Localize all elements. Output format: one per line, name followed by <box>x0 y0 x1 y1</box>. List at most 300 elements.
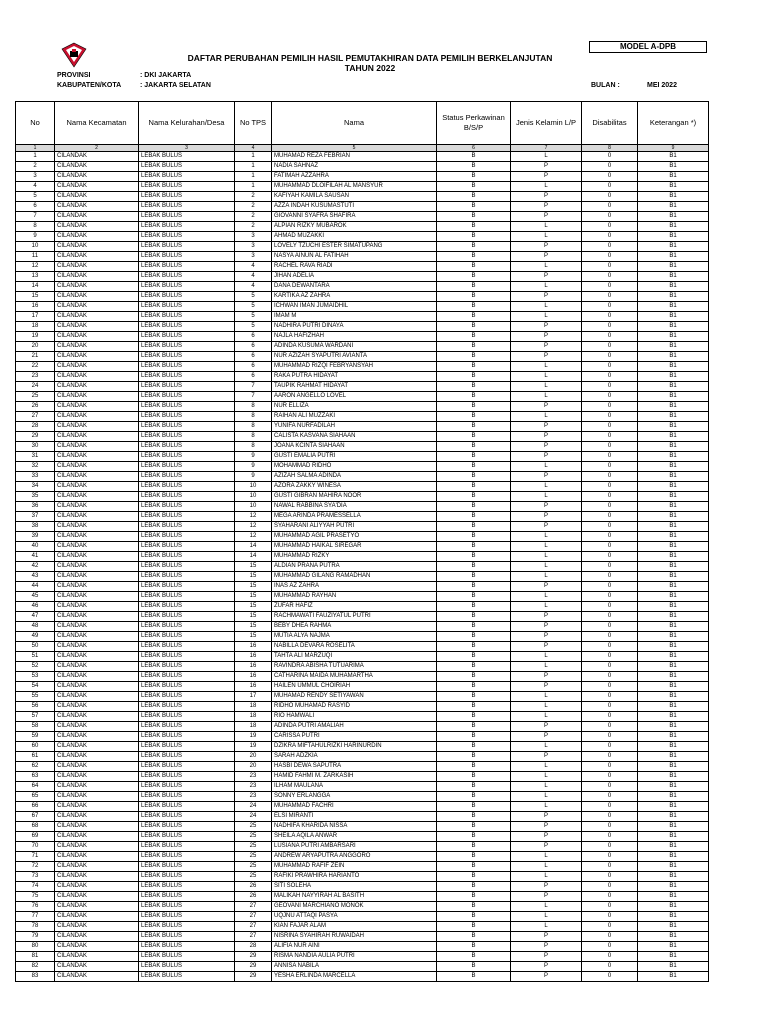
disabilitas-cell: 0 <box>582 262 638 272</box>
disabilitas-cell: 0 <box>582 472 638 482</box>
gender-cell: P <box>511 932 582 942</box>
table-row <box>16 262 709 272</box>
keterangan-cell: B1 <box>638 902 709 912</box>
kecamatan-cell: CILANDAK <box>55 652 139 662</box>
table-row <box>16 742 709 752</box>
tps-cell: 15 <box>235 632 272 642</box>
gender-cell: P <box>511 472 582 482</box>
status-cell: B <box>437 322 511 332</box>
status-cell: B <box>437 442 511 452</box>
row-no: 59 <box>16 732 55 742</box>
disabilitas-cell: 0 <box>582 352 638 362</box>
gender-cell: P <box>511 582 582 592</box>
kecamatan-cell: CILANDAK <box>55 692 139 702</box>
kelurahan-cell: LEBAK BULUS <box>139 582 235 592</box>
table-row <box>16 332 709 342</box>
gender-cell: P <box>511 612 582 622</box>
name-cell: ILHAM MAULANA <box>272 782 437 792</box>
gender-cell: P <box>511 892 582 902</box>
keterangan-cell: B1 <box>638 372 709 382</box>
status-cell: B <box>437 822 511 832</box>
kecamatan-cell: CILANDAK <box>55 572 139 582</box>
name-cell: MUHAMMAD RIZKY <box>272 552 437 562</box>
row-no: 64 <box>16 782 55 792</box>
row-no: 28 <box>16 422 55 432</box>
kelurahan-cell: LEBAK BULUS <box>139 412 235 422</box>
kelurahan-cell: LEBAK BULUS <box>139 152 235 162</box>
tps-cell: 7 <box>235 382 272 392</box>
keterangan-cell: B1 <box>638 462 709 472</box>
col-header-no: No <box>16 102 55 145</box>
keterangan-cell: B1 <box>638 302 709 312</box>
disabilitas-cell: 0 <box>582 932 638 942</box>
kelurahan-cell: LEBAK BULUS <box>139 792 235 802</box>
disabilitas-cell: 0 <box>582 432 638 442</box>
disabilitas-cell: 0 <box>582 362 638 372</box>
table-row <box>16 872 709 882</box>
kelurahan-cell: LEBAK BULUS <box>139 372 235 382</box>
disabilitas-cell: 0 <box>582 152 638 162</box>
table-row <box>16 942 709 952</box>
kelurahan-cell: LEBAK BULUS <box>139 312 235 322</box>
disabilitas-cell: 0 <box>582 622 638 632</box>
kelurahan-cell: LEBAK BULUS <box>139 482 235 492</box>
tps-cell: 15 <box>235 592 272 602</box>
gender-cell: P <box>511 842 582 852</box>
gender-cell: L <box>511 792 582 802</box>
row-no: 29 <box>16 432 55 442</box>
tps-cell: 9 <box>235 452 272 462</box>
kecamatan-cell: CILANDAK <box>55 772 139 782</box>
table-row <box>16 702 709 712</box>
bulan-value: MEI 2022 <box>647 82 677 89</box>
status-cell: B <box>437 642 511 652</box>
keterangan-cell: B1 <box>638 842 709 852</box>
name-cell: ALIFIA NUR AINI <box>272 942 437 952</box>
table-row <box>16 452 709 462</box>
name-cell: GUSTI GIBRAN MAHIRA NOOR <box>272 492 437 502</box>
row-no: 38 <box>16 522 55 532</box>
status-cell: B <box>437 622 511 632</box>
row-no: 16 <box>16 302 55 312</box>
kelurahan-cell: LEBAK BULUS <box>139 552 235 562</box>
disabilitas-cell: 0 <box>582 872 638 882</box>
table-row <box>16 312 709 322</box>
kecamatan-cell: CILANDAK <box>55 292 139 302</box>
name-cell: ANDREW ARYAPUTRA ANGGORO <box>272 852 437 862</box>
tps-cell: 23 <box>235 772 272 782</box>
kecamatan-cell: CILANDAK <box>55 642 139 652</box>
gender-cell: L <box>511 742 582 752</box>
table-row <box>16 362 709 372</box>
kelurahan-cell: LEBAK BULUS <box>139 542 235 552</box>
tps-cell: 15 <box>235 572 272 582</box>
table-row <box>16 342 709 352</box>
row-no: 26 <box>16 402 55 412</box>
name-cell: SITI SOLEHA <box>272 882 437 892</box>
document-title: DAFTAR PERUBAHAN PEMILIH HASIL PEMUTAKHIRAN DATA PEMILIH BERKELANJUTAN <box>187 53 553 63</box>
disabilitas-cell: 0 <box>582 642 638 652</box>
kelurahan-cell: LEBAK BULUS <box>139 942 235 952</box>
table-row <box>16 512 709 522</box>
gender-cell: L <box>511 532 582 542</box>
disabilitas-cell: 0 <box>582 462 638 472</box>
kecamatan-cell: CILANDAK <box>55 402 139 412</box>
table-row <box>16 782 709 792</box>
name-cell: YUNIFA NURFADILAH <box>272 422 437 432</box>
name-cell: DANA DEWANTARA <box>272 282 437 292</box>
status-cell: B <box>437 372 511 382</box>
kecamatan-cell: CILANDAK <box>55 322 139 332</box>
status-cell: B <box>437 492 511 502</box>
disabilitas-cell: 0 <box>582 662 638 672</box>
keterangan-cell: B1 <box>638 652 709 662</box>
status-cell: B <box>437 502 511 512</box>
row-no: 63 <box>16 772 55 782</box>
keterangan-cell: B1 <box>638 732 709 742</box>
gender-cell: P <box>511 322 582 332</box>
keterangan-cell: B1 <box>638 662 709 672</box>
disabilitas-cell: 0 <box>582 732 638 742</box>
status-cell: B <box>437 202 511 212</box>
kelurahan-cell: LEBAK BULUS <box>139 242 235 252</box>
disabilitas-cell: 0 <box>582 562 638 572</box>
status-cell: B <box>437 672 511 682</box>
name-cell: IMAM M <box>272 312 437 322</box>
keterangan-cell: B1 <box>638 412 709 422</box>
tps-cell: 8 <box>235 422 272 432</box>
row-no: 32 <box>16 462 55 472</box>
header-row <box>16 102 709 145</box>
kelurahan-cell: LEBAK BULUS <box>139 862 235 872</box>
table-row <box>16 602 709 612</box>
status-cell: B <box>437 282 511 292</box>
keterangan-cell: B1 <box>638 182 709 192</box>
table-row <box>16 692 709 702</box>
disabilitas-cell: 0 <box>582 392 638 402</box>
kelurahan-cell: LEBAK BULUS <box>139 772 235 782</box>
kecamatan-cell: CILANDAK <box>55 302 139 312</box>
kecamatan-cell: CILANDAK <box>55 742 139 752</box>
name-cell: MUHAMMAD GILANG RAMADHAN <box>272 572 437 582</box>
disabilitas-cell: 0 <box>582 672 638 682</box>
status-cell: B <box>437 782 511 792</box>
gender-cell: L <box>511 562 582 572</box>
keterangan-cell: B1 <box>638 272 709 282</box>
tps-cell: 6 <box>235 362 272 372</box>
table-row <box>16 792 709 802</box>
gender-cell: L <box>511 392 582 402</box>
gender-cell: L <box>511 262 582 272</box>
table-row <box>16 582 709 592</box>
row-no: 56 <box>16 702 55 712</box>
disabilitas-cell: 0 <box>582 242 638 252</box>
row-no: 17 <box>16 312 55 322</box>
row-no: 57 <box>16 712 55 722</box>
row-no: 50 <box>16 642 55 652</box>
status-cell: B <box>437 272 511 282</box>
name-cell: ZUFAR HAFIZ <box>272 602 437 612</box>
gender-cell: L <box>511 282 582 292</box>
tps-cell: 5 <box>235 322 272 332</box>
kelurahan-cell: LEBAK BULUS <box>139 262 235 272</box>
keterangan-cell: B1 <box>638 522 709 532</box>
kelurahan-cell: LEBAK BULUS <box>139 952 235 962</box>
gender-cell: P <box>511 162 582 172</box>
kelurahan-cell: LEBAK BULUS <box>139 182 235 192</box>
row-no: 31 <box>16 452 55 462</box>
tps-cell: 24 <box>235 812 272 822</box>
table-row <box>16 252 709 262</box>
kecamatan-cell: CILANDAK <box>55 662 139 672</box>
status-cell: B <box>437 552 511 562</box>
name-cell: AZORA ZAKKY WINESA <box>272 482 437 492</box>
gender-cell: P <box>511 622 582 632</box>
gender-cell: L <box>511 762 582 772</box>
tps-cell: 15 <box>235 612 272 622</box>
gender-cell: P <box>511 522 582 532</box>
table-row <box>16 152 709 162</box>
gender-cell: P <box>511 292 582 302</box>
kelurahan-cell: LEBAK BULUS <box>139 492 235 502</box>
keterangan-cell: B1 <box>638 752 709 762</box>
row-no: 21 <box>16 352 55 362</box>
bulan-label: BULAN : <box>591 82 620 89</box>
row-no: 44 <box>16 582 55 592</box>
row-no: 11 <box>16 252 55 262</box>
row-no: 4 <box>16 182 55 192</box>
row-no: 18 <box>16 322 55 332</box>
kelurahan-cell: LEBAK BULUS <box>139 572 235 582</box>
tps-cell: 24 <box>235 802 272 812</box>
disabilitas-cell: 0 <box>582 862 638 872</box>
status-cell: B <box>437 962 511 972</box>
name-cell: MUHAMAD REZA FEBRIAN <box>272 152 437 162</box>
keterangan-cell: B1 <box>638 552 709 562</box>
gender-cell: P <box>511 722 582 732</box>
name-cell: ADINDA KUSUMA WARDANI <box>272 342 437 352</box>
kecamatan-cell: CILANDAK <box>55 552 139 562</box>
disabilitas-cell: 0 <box>582 812 638 822</box>
kelurahan-cell: LEBAK BULUS <box>139 422 235 432</box>
status-cell: B <box>437 432 511 442</box>
tps-cell: 8 <box>235 442 272 452</box>
tps-cell: 5 <box>235 312 272 322</box>
status-cell: B <box>437 952 511 962</box>
row-no: 41 <box>16 552 55 562</box>
kecamatan-cell: CILANDAK <box>55 712 139 722</box>
tps-cell: 19 <box>235 742 272 752</box>
disabilitas-cell: 0 <box>582 412 638 422</box>
table-row <box>16 532 709 542</box>
tps-cell: 25 <box>235 832 272 842</box>
table-row <box>16 382 709 392</box>
kelurahan-cell: LEBAK BULUS <box>139 612 235 622</box>
col-header-nama: Nama <box>272 102 437 145</box>
gender-cell: L <box>511 602 582 612</box>
status-cell: B <box>437 562 511 572</box>
table-row <box>16 762 709 772</box>
tps-cell: 10 <box>235 502 272 512</box>
gender-cell: L <box>511 712 582 722</box>
tps-cell: 7 <box>235 392 272 402</box>
row-no: 71 <box>16 852 55 862</box>
kecamatan-cell: CILANDAK <box>55 522 139 532</box>
gender-cell: L <box>511 592 582 602</box>
name-cell: RAVINDRA ABISHA TUTUARIMA <box>272 662 437 672</box>
tps-cell: 15 <box>235 582 272 592</box>
kelurahan-cell: LEBAK BULUS <box>139 682 235 692</box>
row-no: 80 <box>16 942 55 952</box>
disabilitas-cell: 0 <box>582 502 638 512</box>
name-cell: GIOVANNI SYAFRA SHAFIRA <box>272 212 437 222</box>
table-row <box>16 852 709 862</box>
name-cell: NADIA SAHNAZ <box>272 162 437 172</box>
kecamatan-cell: CILANDAK <box>55 752 139 762</box>
disabilitas-cell: 0 <box>582 902 638 912</box>
table-row <box>16 822 709 832</box>
row-no: 46 <box>16 602 55 612</box>
row-no: 62 <box>16 762 55 772</box>
gender-cell: L <box>511 302 582 312</box>
name-cell: NUR ELLIZA <box>272 402 437 412</box>
tps-cell: 12 <box>235 522 272 532</box>
table-row <box>16 302 709 312</box>
table-row <box>16 282 709 292</box>
table-row <box>16 202 709 212</box>
gender-cell: L <box>511 372 582 382</box>
tps-cell: 1 <box>235 162 272 172</box>
disabilitas-cell: 0 <box>582 842 638 852</box>
gender-cell: P <box>511 242 582 252</box>
gender-cell: P <box>511 502 582 512</box>
disabilitas-cell: 0 <box>582 942 638 952</box>
name-cell: RAIHAN ALI MUZZAKI <box>272 412 437 422</box>
gender-cell: P <box>511 452 582 462</box>
kecamatan-cell: CILANDAK <box>55 492 139 502</box>
model-label: MODEL A-DPB <box>589 41 707 53</box>
keterangan-cell: B1 <box>638 742 709 752</box>
status-cell: B <box>437 692 511 702</box>
row-no: 55 <box>16 692 55 702</box>
kecamatan-cell: CILANDAK <box>55 832 139 842</box>
status-cell: B <box>437 222 511 232</box>
table-row <box>16 412 709 422</box>
name-cell: RIO HAMWALI <box>272 712 437 722</box>
disabilitas-cell: 0 <box>582 972 638 982</box>
kecamatan-cell: CILANDAK <box>55 732 139 742</box>
name-cell: MUHAMMAD AGIL PRASETYO <box>272 532 437 542</box>
status-cell: B <box>437 892 511 902</box>
disabilitas-cell: 0 <box>582 822 638 832</box>
kelurahan-cell: LEBAK BULUS <box>139 702 235 712</box>
name-cell: RIDHO MUHAMAD RASYID <box>272 702 437 712</box>
keterangan-cell: B1 <box>638 172 709 182</box>
name-cell: NAWAL RABBINA SYA'DIA <box>272 502 437 512</box>
name-cell: MEGA ARINDA PRAMESSELLA <box>272 512 437 522</box>
document-year: TAHUN 2022 <box>344 63 396 73</box>
tps-cell: 27 <box>235 922 272 932</box>
name-cell: NABILLA DEVARA ROSELITA <box>272 642 437 652</box>
name-cell: JOANA KCINTA SIAHAAN <box>272 442 437 452</box>
kecamatan-cell: CILANDAK <box>55 382 139 392</box>
status-cell: B <box>437 592 511 602</box>
tps-cell: 6 <box>235 352 272 362</box>
tps-cell: 25 <box>235 862 272 872</box>
name-cell: NADHIRA PUTRI DINAYA <box>272 322 437 332</box>
tps-cell: 16 <box>235 682 272 692</box>
keterangan-cell: B1 <box>638 342 709 352</box>
col-number: 8 <box>582 145 638 152</box>
kelurahan-cell: LEBAK BULUS <box>139 822 235 832</box>
disabilitas-cell: 0 <box>582 792 638 802</box>
status-cell: B <box>437 842 511 852</box>
gender-cell: L <box>511 692 582 702</box>
table-row <box>16 572 709 582</box>
disabilitas-cell: 0 <box>582 162 638 172</box>
status-cell: B <box>437 612 511 622</box>
kelurahan-cell: LEBAK BULUS <box>139 972 235 982</box>
name-cell: NUR AZIZAH SYAPUTRI AVIANTA <box>272 352 437 362</box>
tps-cell: 8 <box>235 412 272 422</box>
disabilitas-cell: 0 <box>582 552 638 562</box>
kecamatan-cell: CILANDAK <box>55 942 139 952</box>
keterangan-cell: B1 <box>638 572 709 582</box>
kecamatan-cell: CILANDAK <box>55 252 139 262</box>
gender-cell: L <box>511 872 582 882</box>
status-cell: B <box>437 412 511 422</box>
status-cell: B <box>437 172 511 182</box>
kelurahan-cell: LEBAK BULUS <box>139 362 235 372</box>
name-cell: ADINDA PUTRI AMALIAH <box>272 722 437 732</box>
table-row <box>16 612 709 622</box>
row-no: 53 <box>16 672 55 682</box>
status-cell: B <box>437 772 511 782</box>
row-no: 79 <box>16 932 55 942</box>
name-cell: MUTIA ALYA NAJMA <box>272 632 437 642</box>
status-cell: B <box>437 652 511 662</box>
disabilitas-cell: 0 <box>582 952 638 962</box>
col-number: 2 <box>55 145 139 152</box>
kelurahan-cell: LEBAK BULUS <box>139 522 235 532</box>
keterangan-cell: B1 <box>638 452 709 462</box>
row-no: 9 <box>16 232 55 242</box>
status-cell: B <box>437 762 511 772</box>
kecamatan-cell: CILANDAK <box>55 952 139 962</box>
keterangan-cell: B1 <box>638 242 709 252</box>
kecamatan-cell: CILANDAK <box>55 452 139 462</box>
provinsi-value: : DKI JAKARTA <box>140 72 192 79</box>
name-cell: RAFIKI PRAWHIRA HARIANTO <box>272 872 437 882</box>
tps-cell: 23 <box>235 782 272 792</box>
kelurahan-cell: LEBAK BULUS <box>139 812 235 822</box>
table-row <box>16 622 709 632</box>
keterangan-cell: B1 <box>638 482 709 492</box>
row-no: 19 <box>16 332 55 342</box>
name-cell: GUSTI EMALIA PUTRI <box>272 452 437 462</box>
name-cell: MUHAMAD RENDY SETIYAWAN <box>272 692 437 702</box>
name-cell: SYAHARANI ALIYYAH PUTRI <box>272 522 437 532</box>
kelurahan-cell: LEBAK BULUS <box>139 832 235 842</box>
kecamatan-cell: CILANDAK <box>55 612 139 622</box>
kecamatan-cell: CILANDAK <box>55 702 139 712</box>
table-row <box>16 402 709 412</box>
gender-cell: L <box>511 572 582 582</box>
kelurahan-cell: LEBAK BULUS <box>139 332 235 342</box>
name-cell: FATIMAH AZZAHRA <box>272 172 437 182</box>
tps-cell: 12 <box>235 532 272 542</box>
gender-cell: P <box>511 422 582 432</box>
